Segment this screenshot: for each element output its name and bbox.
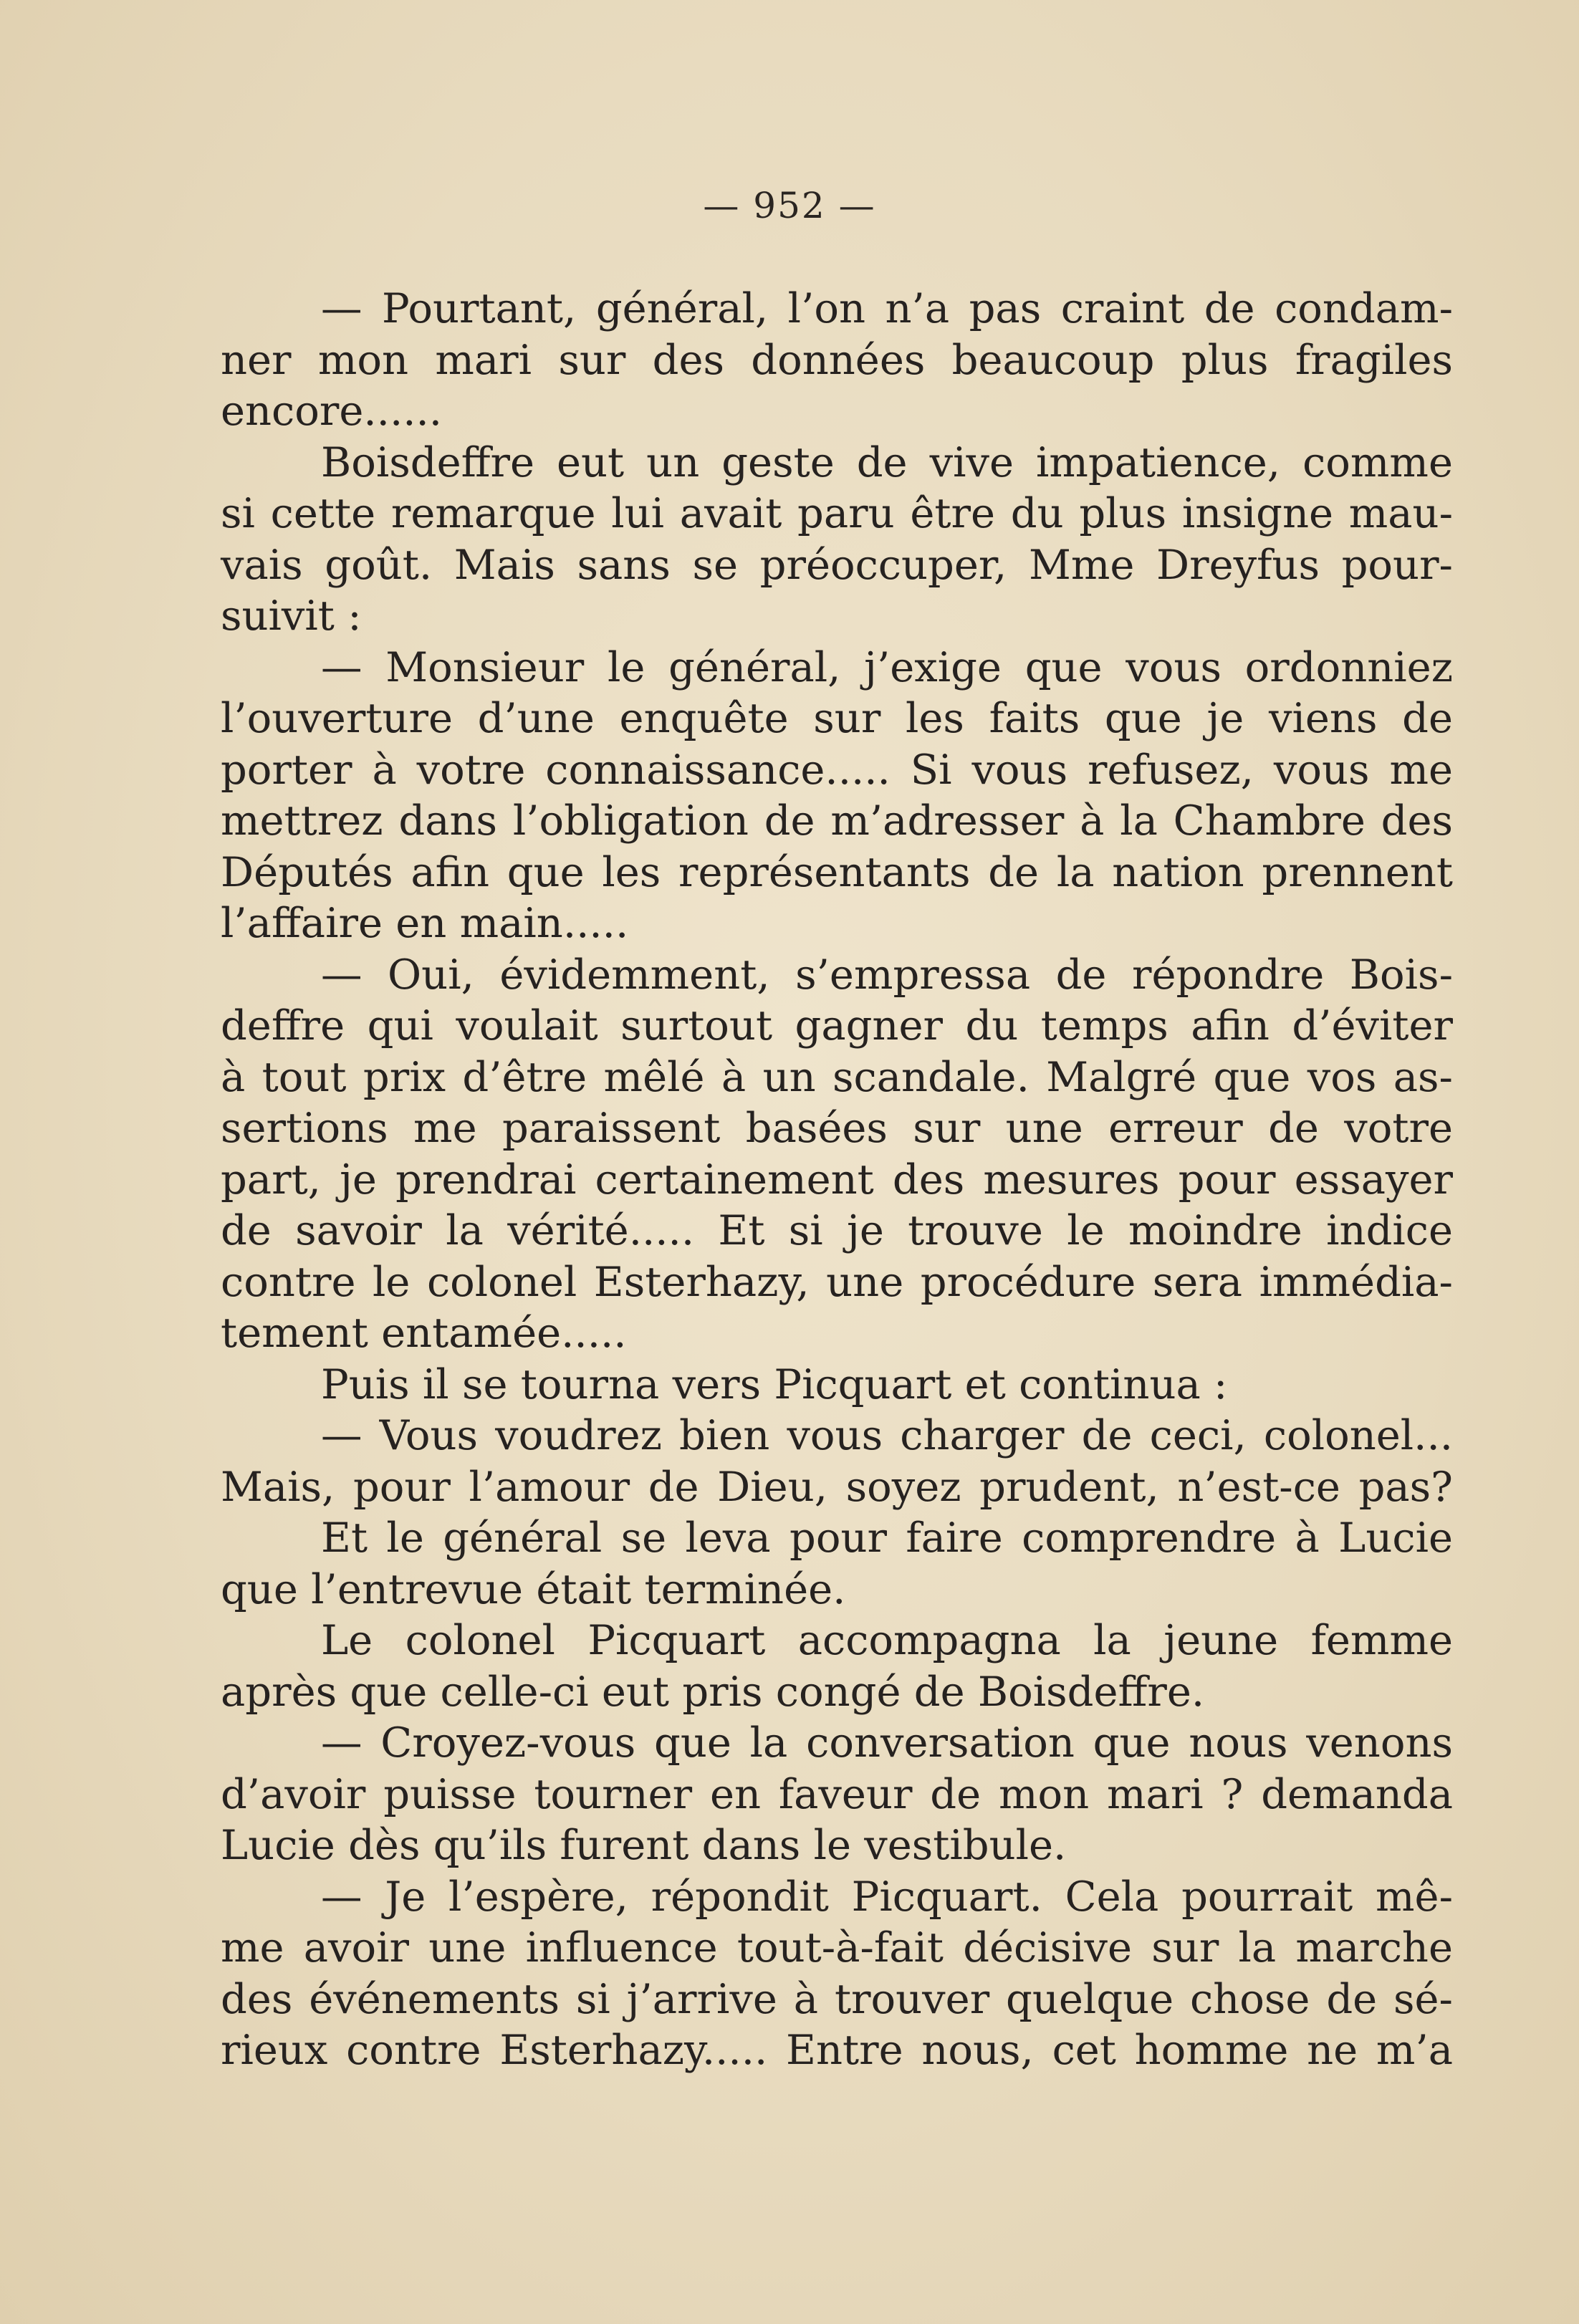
text-line: contre le colonel Esterhazy, une procédure sera immédia-: [221, 1257, 1453, 1306]
text-line: Le colonel Picquart accompagna la jeune femme: [321, 1616, 1453, 1664]
text-line: si cette remarque lui avait paru être du plus insigne mau-: [221, 489, 1453, 537]
text-line: — Je l’espère, répondit Picquart. Cela pourrait mê-: [321, 1872, 1453, 1921]
text-line: des événements si j’arrive à trouver quelque chose de sé-: [221, 1974, 1453, 2023]
text-line: vais goût. Mais sans se préoccuper, Mme Dreyfus pour-: [221, 540, 1453, 589]
text-line: ner mon mari sur des données beaucoup plus fragiles: [221, 335, 1453, 384]
text-line: — Vous voudrez bien vous charger de ceci, colonel...: [321, 1411, 1453, 1459]
text-line: Puis il se tourna vers Picquart et continua :: [321, 1360, 1228, 1408]
text-line: tement entamée.....: [221, 1309, 627, 1357]
text-line: suivit :: [221, 592, 362, 640]
text-line: — Monsieur le général, j’exige que vous ordonniez: [321, 643, 1453, 691]
body-text: [221, 283, 1453, 2076]
text-line: Mais, pour l’amour de Dieu, soyez prudent, n’est-ce pas?: [221, 1462, 1453, 1511]
text-line: d’avoir puisse tourner en faveur de mon mari ? demanda: [221, 1770, 1453, 1818]
text-line: — Oui, évidemment, s’empressa de répondre Bois-: [321, 950, 1453, 999]
text-line: part, je prendrai certainement des mesures pour essayer: [221, 1155, 1453, 1204]
text-line: Et le général se leva pour faire comprendre à Lucie: [321, 1514, 1453, 1562]
text-line: Députés afin que les représentants de la nation prennent: [221, 848, 1453, 896]
text-line: l’ouverture d’une enquête sur les faits que je viens de: [221, 694, 1453, 742]
text-line: que l’entrevue était terminée.: [221, 1565, 846, 1613]
text-line: de savoir la vérité..... Et si je trouve le moindre indice: [221, 1206, 1453, 1254]
text-line: me avoir une influence tout-à-fait décisive sur la marche: [221, 1924, 1453, 1972]
text-line: Boisdeffre eut un geste de vive impatience, comme: [321, 438, 1453, 486]
text-line: après que celle-ci eut pris congé de Boisdeffre.: [221, 1667, 1205, 1716]
page-number: — 952 —: [703, 185, 876, 226]
text-line: à tout prix d’être mêlé à un scandale. Malgré que vos as-: [221, 1052, 1453, 1101]
text-line: Lucie dès qu’ils furent dans le vestibule.: [221, 1821, 1067, 1869]
text-line: sertions me paraissent basées sur une erreur de votre: [221, 1104, 1453, 1152]
text-line: encore......: [221, 387, 443, 435]
text-line: mettrez dans l’obligation de m’adresser à la Chambre des: [221, 797, 1453, 845]
text-line: porter à votre connaissance..... Si vous refusez, vous me: [221, 745, 1453, 794]
text-line: rieux contre Esterhazy..... Entre nous, cet homme ne m’a: [221, 2026, 1453, 2074]
text-line: deffre qui voulait surtout gagner du temps afin d’éviter: [221, 1002, 1453, 1050]
text-line: — Croyez-vous que la conversation que nous venons: [321, 1719, 1453, 1767]
text-line: — Pourtant, général, l’on n’a pas craint de condam-: [321, 284, 1453, 332]
text-line: l’affaire en main.....: [221, 899, 629, 947]
